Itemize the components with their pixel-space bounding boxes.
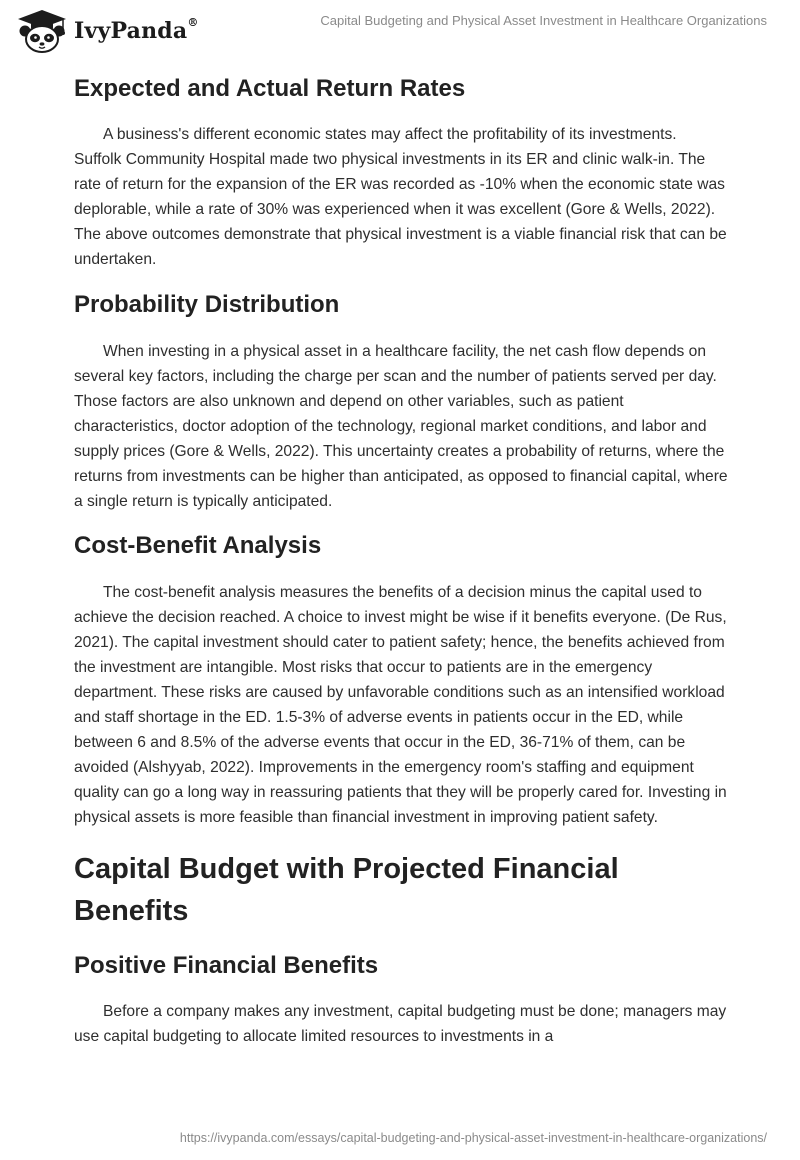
source-url[interactable]: https://ivypanda.com/essays/capital-budgeting-and-physical-asset-investment-in-healthcare-organizations/: [179, 1131, 767, 1145]
ivypanda-logo[interactable]: [14, 8, 199, 54]
paragraph-probability-distribution: When investing in a physical asset in a healthcare facility, the net cash flow depends on several key factors, including the charge per scan and the number of patients served per day. Those factors are also unknown and depend on other variables, such as patient characteristics, doctor adoption of the technology, regional market conditions, and labor and supply prices (Gore & Wells, 2022). This uncertainty creates a probability of returns, where the returns from investments can be higher than anticipated, as opposed to financial capital, where a single return is typically anticipated.: [74, 343, 728, 510]
heading-probability-distribution: Probability Distribution: [74, 291, 340, 318]
document-title: Capital Budgeting and Physical Asset Investment in Healthcare Organizations: [320, 13, 767, 28]
heading-expected-actual-return-rates: Expected and Actual Return Rates: [74, 75, 466, 102]
panda-graduate-icon: [14, 8, 70, 54]
paragraph-positive-financial-benefits: Before a company makes any investment, capital budgeting must be done; managers may use capital budgeting to allocate limited resources to investments in a: [74, 1003, 727, 1045]
paragraph-cost-benefit-analysis: The cost-benefit analysis measures the benefits of a decision minus the capital used to achieve the decision reached. A choice to invest might be wise if it benefits everyone. (De Rus, 2021). The capital investment should cater to patient safety; hence, the benefits achieved from the investment are intangible. Most risks that occur to patients are in the emergency department. These risks are caused by unfavorable conditions such as an intensified workload and staff shortage in the ED. 1.5-3% of adverse events in patients occur in the ED, while between 6 and 8.5% of the adverse events that occur in the ED, 36-71% of them, can be avoided (Alshyyab, 2022). Improvements in the emergency room's staffing and equipment quality can go a long way in reassuring patients that they will be properly cared for. Investing in physical assets is more feasible than financial investment in improving patient safety.: [74, 584, 727, 826]
heading-capital-budget: Capital Budget with Projected Financial Benefits: [74, 853, 619, 927]
essay-content: [74, 70, 728, 1049]
registered-mark: ®: [187, 15, 199, 29]
page-header: [0, 0, 800, 60]
paragraph-expected-actual-return-rates: A business's different economic states may affect the profitability of its investments. Suffolk Community Hospital made two physical investments in its ER and clinic walk-in. The rate of return for the expansion of the ER was recorded as -10% when the economic state was deplorable, while a rate of 30% was experienced when it was excellent (Gore & Wells, 2022). The above outcomes demonstrate that physical investment is a viable financial risk that can be undertaken.: [74, 126, 727, 268]
heading-positive-financial-benefits: Positive Financial Benefits: [74, 952, 379, 979]
heading-cost-benefit-analysis: Cost-Benefit Analysis: [74, 532, 322, 559]
brand-name: IvyPanda®: [74, 15, 199, 44]
